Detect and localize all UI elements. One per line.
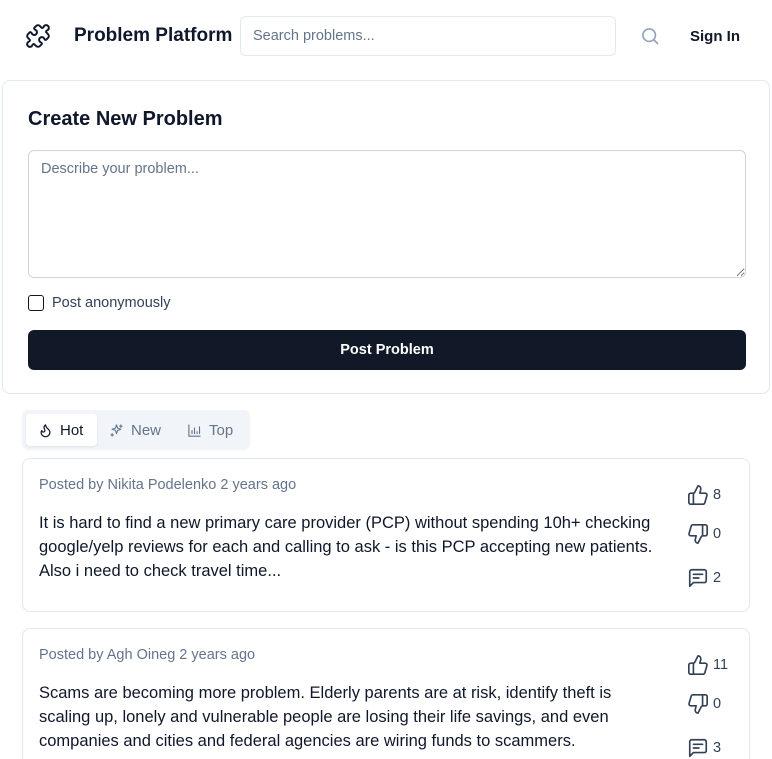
anonymous-toggle[interactable]: [28, 295, 170, 311]
post-problem-button[interactable]: Post Problem: [28, 330, 746, 370]
tab-top-label: Top: [209, 421, 234, 439]
downvote-button[interactable]: [687, 523, 721, 545]
posted-by-prefix: Posted by: [39, 477, 104, 493]
thumbs-down-icon: [687, 523, 709, 545]
thumbs-up-icon: [687, 654, 709, 676]
anonymous-checkbox[interactable]: [28, 295, 44, 311]
post-body: Scams are becoming more problem. Elderly parents are at risk, identify theft is scaling up, lonely and vulnerable people are losing their life savings, and even companies and cities and federal agencies are wiring funds to scammers.: [39, 684, 612, 750]
post-author[interactable]: Agh Oineg: [106, 647, 176, 663]
upvote-count: 8: [713, 487, 722, 503]
tab-new-label: New: [131, 421, 162, 439]
posted-by-prefix: Posted by: [39, 647, 104, 663]
comment-count: 2: [713, 570, 722, 586]
search-input[interactable]: [240, 16, 616, 56]
comment-count: 3: [713, 740, 722, 756]
problem-description-textarea[interactable]: [28, 150, 746, 278]
sort-tabs: [22, 410, 250, 450]
post-time: 2 years ago: [220, 477, 297, 493]
create-problem-card: [2, 80, 770, 394]
upvote-button[interactable]: [687, 654, 728, 676]
post-meta: [39, 647, 255, 663]
puzzle-icon: [25, 23, 51, 49]
post-meta: [39, 477, 296, 493]
post-time: 2 years ago: [179, 647, 256, 663]
sign-in-button[interactable]: Sign In: [690, 27, 740, 45]
comment-icon: [687, 737, 709, 759]
thumbs-down-icon: [687, 693, 709, 715]
comments-button[interactable]: [687, 567, 721, 589]
post-author[interactable]: Nikita Podelenko: [107, 477, 217, 493]
downvote-count: 0: [713, 526, 722, 542]
comments-button[interactable]: [687, 737, 721, 759]
problem-card[interactable]: [22, 628, 750, 759]
upvote-button[interactable]: [687, 484, 721, 506]
tab-new[interactable]: [97, 414, 175, 446]
problem-card[interactable]: [22, 458, 750, 612]
sparkles-icon: [109, 423, 124, 438]
create-problem-heading: Create New Problem: [28, 108, 223, 130]
search-icon[interactable]: [638, 24, 662, 48]
bar-chart-icon: [187, 423, 202, 438]
top-nav: [0, 0, 772, 72]
downvote-count: 0: [713, 696, 722, 712]
upvote-count: 11: [713, 657, 729, 673]
anonymous-label: Post anonymously: [52, 295, 171, 311]
app-title: Problem Platform: [74, 25, 233, 46]
downvote-button[interactable]: [687, 693, 721, 715]
thumbs-up-icon: [687, 484, 709, 506]
tab-hot-label: Hot: [60, 421, 84, 439]
flame-icon: [38, 423, 53, 438]
post-body: It is hard to find a new primary care provider (PCP) without spending 10h+ checking google/yelp reviews for each and calling to ask - is this PCP accepting new patients. Also i need to check travel time...: [39, 514, 653, 580]
tab-hot[interactable]: [26, 414, 97, 446]
tab-top[interactable]: [175, 414, 247, 446]
comment-icon: [687, 567, 709, 589]
